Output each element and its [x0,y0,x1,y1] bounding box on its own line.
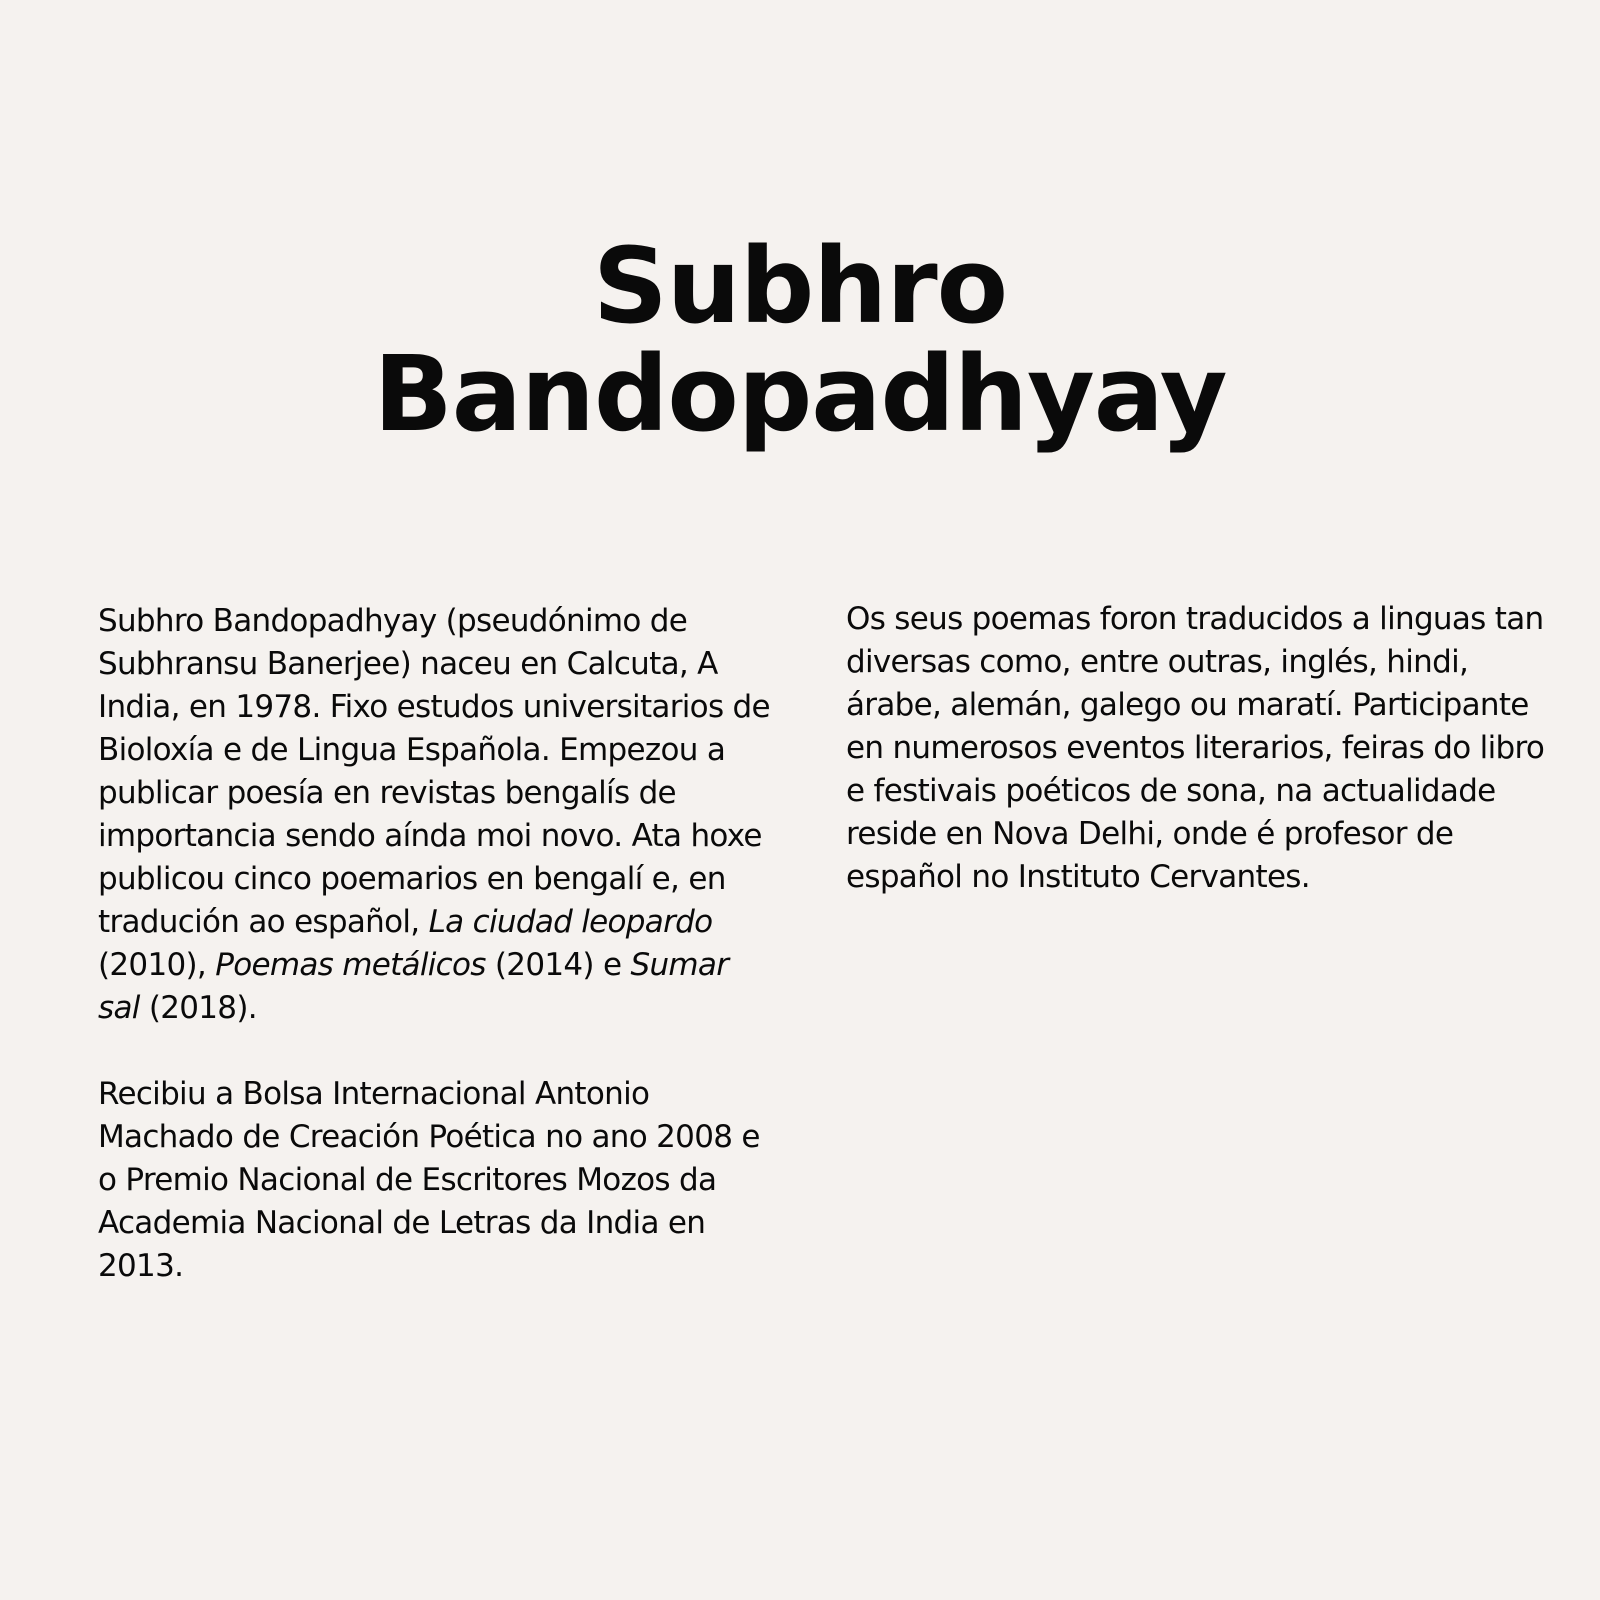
book-year-text: (2010), [98,947,216,983]
title-line-first-name: Subhro [592,225,1008,347]
book-year-text: (2018). [139,990,257,1026]
page-title [0,225,1600,455]
book-year-text: (2014) e [485,947,631,983]
bio-paragraph-3: Os seus poemas foron traducidos a linguas tan diversas como, entre outras, inglés, hindi, árabe, alemán, galego ou maratí. Participante en numerosos eventos literarios, feiras do libro e festivais poéticos de sona, na actualidade reside en Nova Delhi, onde é profesor de español no Instituto Cervantes. [846,601,1545,895]
bio-left-column [98,600,778,1288]
bio-paragraph-1 [98,600,778,1030]
bio-paragraph-2: Recibiu a Bolsa Internacional Antonio Machado de Creación Poética no ano 2008 e o Premio Nacional de Escritores Mozos da Academia Nacional de Letras da India en 2013. [98,1076,760,1284]
book-title-sumar-sal: Sumar sal [98,947,729,1026]
title-line-last-name: Bandopadhyay [373,333,1227,455]
book-title-la-ciudad-leopardo: La ciudad leopardo [428,904,713,940]
book-title-poemas-metalicos: Poemas metálicos [215,947,486,983]
bio-right-column [846,598,1546,899]
bio-intro-text: Subhro Bandopadhyay (pseudónimo de Subhransu Banerjee) naceu en Calcuta, A India, en 1978. Fixo estudos universitarios de Bioloxía e de Lingua Española. Empezou a publicar poesía en revistas bengalís de importancia sendo aínda moi novo. Ata hoxe publicou cinco poemarios en bengalí e, en tradución ao español, [98,603,770,940]
